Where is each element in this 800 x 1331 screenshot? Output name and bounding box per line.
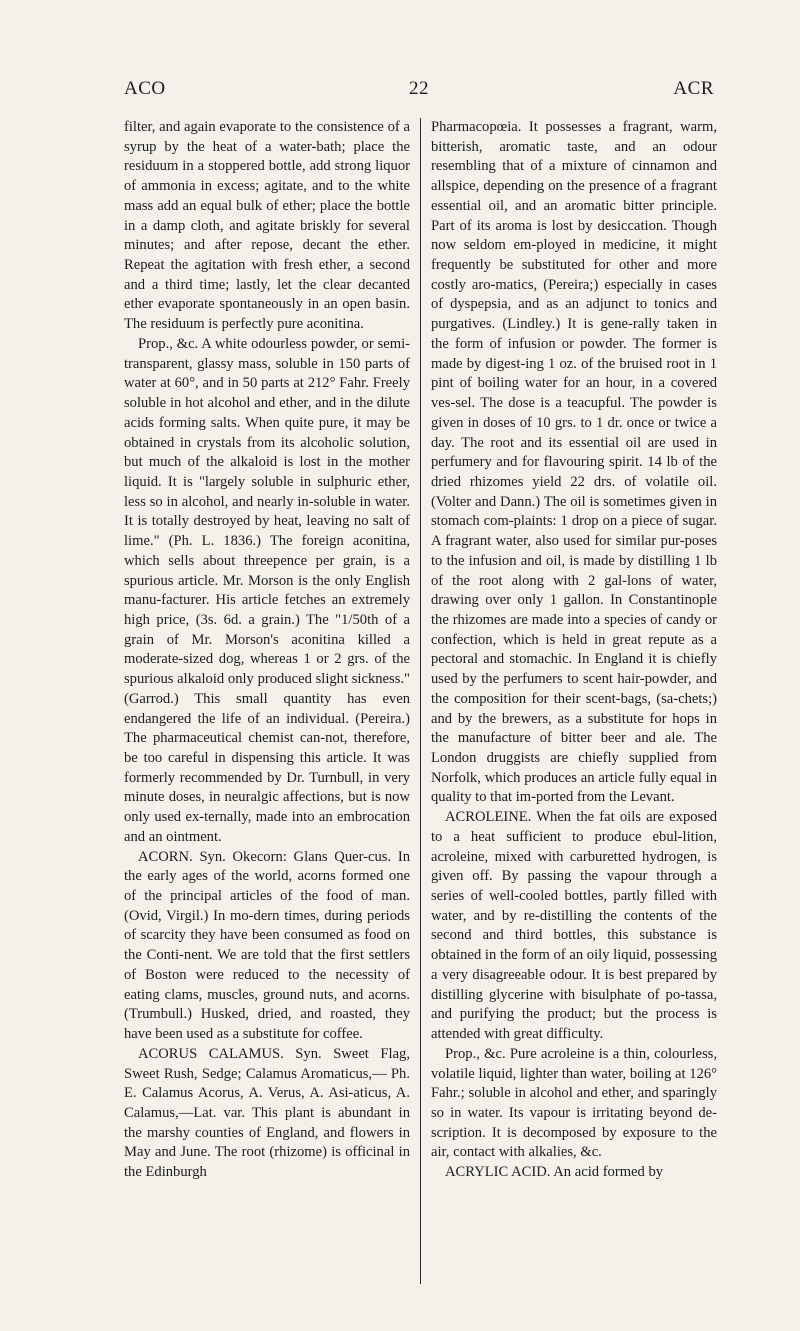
page-number: 22 bbox=[409, 78, 429, 99]
left-column bbox=[124, 118, 410, 1183]
entry-acorus-calamus: ACORUS CALAMUS. Syn. Sweet Flag, Sweet Rush, Sedge; Calamus Aromaticus,— Ph. E. Calamus Acorus, A. Verus, A. Asi-aticus, A. Calamus,—Lat. var. This plant is abundant in the marshy counties of England, and flowers in May and June. The root (rhizome) is officinal in the Edinburgh bbox=[124, 1045, 410, 1181]
paragraph-aconitina-process: filter, and again evaporate to the consistence of a syrup by the heat of a water-bath; place the residuum in a stoppered bottle, add strong liquor of ammonia in excess; agitate, and to the white mass add an equal bulk of ether; place the bottle in a damp cloth, and agitate briskly for several minutes; and after repose, decant the ether. Repeat the agitation with fresh ether, a second and a third time; lastly, let the clear decanted ether evaporate spontaneously in an open basin. The residuum is perfectly pure aconitina. bbox=[124, 119, 410, 333]
paragraph-calamus-continued: Pharmacopœia. It possesses a fragrant, warm, bitterish, aromatic taste, and an odour resembling that of a mixture of cinnamon and allspice, depending on the presence of a fragrant essential oil, and an aromatic bitter principle. Part of its aroma is lost by desiccation. Though now seldom em-ployed in medicine, it might frequently be substituted for other and more costly aro-matics, (Pereira;) especially in cases of dyspepsia, and as an adjunct to tonics and purgatives. (Lindley.) It is gene-rally taken in the form of infusion or powder. The former is made by digest-ing 1 oz. of the bruised root in 1 pint of boiling water for an hour, in a covered ves-sel. The dose is a teacupful. The powder is given in doses of 10 grs. to 1 dr. once or twice a day. The root and its essential oil are used in perfumery and for flavouring spirit. 14 lb of the dried rhizomes yield 22 drs. of volatile oil. (Volter and Dann.) The oil is sometimes given in stomach com-plaints: 1 drop on a piece of sugar. A fragrant water, also used for similar pur-poses to the infusion and oil, is made by distilling 1 lb of the root along with 2 gal-lons of water, drawing over only 1 gallon. In Constantinople the rhizomes are made into a species of candy or confection, which is held in great repute as a pectoral and stomachic. In England it is chiefly used by the perfumers to scent hair-powder, and the composition for their scent-bags, (sa-chets;) and by the brewers, as a substitute for hops in the manufacture of bitter beer and ale. The London druggists are chiefly supplied from Norfolk, which produces an article fully equal in quality to that im-ported from the Levant. bbox=[431, 119, 717, 806]
column-divider bbox=[420, 118, 421, 1284]
entry-acroleine: ACROLEINE. When the fat oils are exposed to a heat sufficient to produce ebul-lition, acroleine, mixed with carburetted hydrogen, is given off. By passing the vapour through a series of well-cooled bottles, partly filled with water, and by re-distilling the contents of the second and third bottles, this substance is obtained in the form of an oily liquid, possessing a very disagreeable odour. It is best prepared by distilling glycerine with bisulphate of po-tassa, and purifying the product; but the process is attended with great difficulty. bbox=[431, 809, 717, 1043]
running-head-left: ACO bbox=[124, 78, 166, 99]
paragraph-acroleine-properties: Prop., &c. Pure acroleine is a thin, colourless, volatile liquid, lighter than water, boiling at 126° Fahr.; soluble in alcohol and ether, and sparingly so in water. Its vapour is irritating beyond de-scription. It is decomposed by exposure to the air, contact with alkalies, &c. bbox=[431, 1045, 717, 1161]
entry-acrylic-acid: ACRYLIC ACID. An acid formed by bbox=[445, 1164, 664, 1181]
running-head-right: ACR bbox=[673, 78, 714, 99]
paragraph-aconitina-properties: Prop., &c. A white odourless powder, or semi-transparent, glassy mass, soluble in 150 parts of water at 60°, and in 50 parts at 212° Fahr. Freely soluble in hot alcohol and ether, and in the dilute acids forming salts. When quite pure, it may be obtained in crystals from its alcoholic solution, but much of the alkaloid is lost in the mother liquid. It is "largely soluble in sulphuric ether, less so in alcohol, and nearly in-soluble in water. It is totally destroyed by heat, leaving no salt of lime." (Ph. L. 1836.) The foreign aconitina, which sells about threepence per grain, is a spurious article. Mr. Morson is the only English manu-facturer. His article fetches an extremely high price, (3s. 6d. a grain.) The "1/50th of a grain of Mr. Morson's aconitina killed a moderate-sized dog, whereas 1 or 2 grs. of the spurious alkaloid only produced slight sickness." (Garrod.) This small quantity has even endangered the life of an individual. (Pereira.) The pharmaceutical chemist can-not, therefore, be too careful in dispensing this article. It was formerly recommended by Dr. Turnbull, in very minute doses, in neuralgic affections, but is now only used ex-ternally, made into an embrocation and an ointment. bbox=[124, 335, 410, 845]
entry-acorn: ACORN. Syn. Okecorn: Glans Quer-cus. In the early ages of the world, acorns formed one of the principal articles of the food of man. (Ovid, Virgil.) In mo-dern times, during periods of scarcity they have been consumed as food on the Conti-nent. We are told that the first settlers of Boston were reduced to the necessity of eating clams, muscles, ground nuts, and acorns. (Trumbull.) Husked, dried, and roasted, they have been used as a substitute for coffee. bbox=[124, 848, 410, 1043]
page-header bbox=[124, 78, 714, 100]
right-column bbox=[431, 118, 717, 1183]
